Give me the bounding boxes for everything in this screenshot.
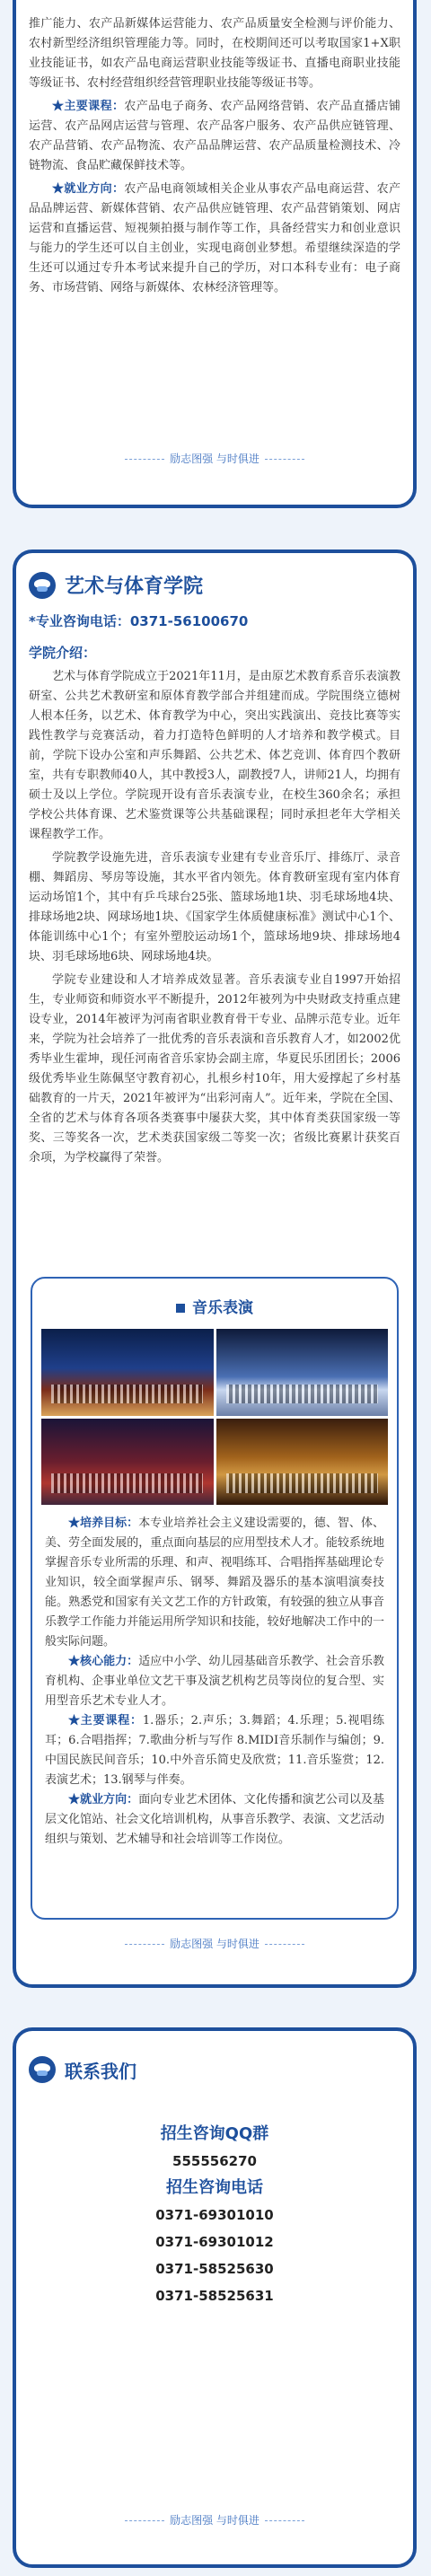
career-label: ★就业方向： bbox=[52, 182, 125, 196]
college-hotline: *专业咨询电话：0371-56100670 bbox=[29, 613, 249, 629]
music-photo-concert-hall bbox=[216, 1419, 389, 1506]
qq-heading: 招生咨询QQ群 bbox=[160, 2124, 269, 2143]
music-courses bbox=[45, 1711, 384, 1790]
goal-label: ★培养目标： bbox=[68, 1517, 139, 1530]
ability-text: 适应中小学、幼儿园基础音乐教学、社会音乐教育机构、企事业单位文艺干事及演艺机构艺员等岗位的复合型、实用型音乐艺术专业人才。 bbox=[45, 1655, 384, 1708]
college-card-art-sports bbox=[13, 549, 417, 1988]
qq-value: 555556270 bbox=[172, 2153, 257, 2169]
music-courses-label: ★主要课程： bbox=[68, 1714, 143, 1728]
phone-2[interactable]: 0371-69301012 bbox=[155, 2234, 274, 2250]
major-career bbox=[29, 180, 400, 298]
contact-title: 联系我们 bbox=[65, 2060, 136, 2082]
phone-3[interactable]: 0371-58525630 bbox=[155, 2261, 274, 2277]
music-goal bbox=[45, 1514, 384, 1652]
college-header bbox=[29, 571, 400, 1168]
phone-1[interactable]: 0371-69301010 bbox=[155, 2207, 274, 2223]
college-intro-p1: 艺术与体育学院成立于2021年11月，是由原艺术教育系音乐表演教研室、公共艺术教研室和原体育教学部合并组建而成。学院围绕立德树人根本任务，以艺术、体育教学为中心，突出实践演出、竞技比赛等实践性教学与竞赛活动，着力打造特色鲜明的人才培养和教学模式。目前，学院下设办公室和声乐舞蹈、公共艺术、体艺竞训、体育四个教研室，共有专职教师40人，其中教授3人，副教授7人，讲师21人，均拥有硕士及以上学位。学院现开设有音乐表演专业，在校生360余名；承担学校公共体育课、艺术鉴赏课等公共基础课程；同时承担老年大学相关课程教学工作。 bbox=[29, 670, 400, 841]
contact-header bbox=[29, 2056, 400, 2083]
college-logo-icon bbox=[29, 572, 56, 599]
major-courses bbox=[29, 97, 400, 176]
slogan-divider bbox=[16, 451, 413, 466]
music-photo-choir bbox=[41, 1329, 214, 1416]
goal-text: 本专业培养社会主义建设需要的，德、智、体、美、劳全面发展的，重点面向基层的应用型技术人才。能较系统地掌握音乐专业所需的乐理、和声、视唱练耳、合唱指挥基础理论专业知识，较全面掌握声乐、钢琴、舞蹈及器乐的基本演唱演奏技能。熟悉党和国家有关文艺工作的方针政策，有较强的独立从事音乐教学工作能力并能运用所学知识和技能，较好地解决工作中的一般实际问题。 bbox=[45, 1517, 384, 1648]
slogan-text-2: 励志图强 与时俱进 bbox=[170, 1938, 259, 1950]
music-ability bbox=[45, 1652, 384, 1711]
college-intro-p3: 学院专业建设和人才培养成效显著。音乐表演专业自1997开始招生，专业师资和师资水平不断提升，2012年被列为中央财政支持重点建设专业，2014年被评为河南省职业教育骨干专业、品牌示范专业。近年来，学院为社会培养了一批优秀的音乐表演和音乐教育人才，如2002优秀毕业生霍坤，现任河南省音乐家协会副主席，华夏民乐团团长；2006级优秀毕业生陈佩坚守教育初心，扎根乡村10年，用大爱撑起了乡村基础教育的一片天，2021年被评为“出彩河南人”。近年来，学院在全国、全省的艺术与体育各项各类赛事中屡获大奖，其中体育类获国家级一等奖、三等奖各一次，艺术类获国家级二等奖一次；省级比赛累计获奖百余项，为学校赢得了荣誉。 bbox=[29, 973, 400, 1165]
music-career bbox=[45, 1790, 384, 1850]
major-body bbox=[29, 14, 400, 298]
phone-4[interactable]: 0371-58525631 bbox=[155, 2288, 274, 2304]
slogan-text: 励志图强 与时俱进 bbox=[170, 453, 259, 465]
music-photo-dance bbox=[216, 1329, 389, 1416]
major-card-music bbox=[31, 1277, 399, 1920]
contact-logo-icon bbox=[29, 2056, 56, 2083]
contact-body bbox=[16, 2121, 413, 2309]
music-courses-text: 1.器乐；2.声乐；3.舞蹈；4.乐理；5.视唱练耳；6.合唱指挥；7.歌曲分析与写作 8.MIDI音乐制作与编创；9.中国民族民间音乐；10.中外音乐简史及欣赏；11.音乐鉴赏；12.表演艺术；13.钢琴与伴奏。 bbox=[45, 1714, 384, 1787]
music-photo-grid bbox=[41, 1329, 388, 1505]
courses-text: 农产品电子商务、农产品网络营销、农产品直播店铺运营、农产品网店运营与管理、农产品客户服务、农产品供应链管理、农产品营销、农产品物流、农产品品牌运营、农产品质量检测技术、冷链物流、食品贮藏保鲜技术等。 bbox=[29, 100, 400, 172]
career-text: 农产品电商领域相关企业从事农产品电商运营、农产品品牌运营、新媒体营销、农产品供应链管理、农产品营销策划、网店运营和直播运营、短视频拍摄与制作等工作，具备经营实力和创业意识与能力的学生还可以自主创业，实现电商创业梦想。希望继续深造的学生还可以通过专升本考试来提升自己的学历，对口本科专业有：电子商务、市场营销、网络与新媒体、农林经济管理等。 bbox=[29, 182, 400, 295]
square-bullet-icon bbox=[176, 1304, 185, 1313]
major-card-ecommerce bbox=[13, 0, 417, 508]
music-title-row bbox=[32, 1295, 397, 1317]
slogan-divider-3 bbox=[16, 2512, 413, 2528]
music-title: 音乐表演 bbox=[192, 1299, 253, 1317]
music-career-text: 面向专业艺术团体、文化传播和演艺公司以及基层文化馆站、社会文化培训机构，从事音乐教学、表演、文艺活动组织与策划、艺术辅导和社会培训等工作岗位。 bbox=[45, 1793, 384, 1846]
courses-label: ★主要课程： bbox=[52, 100, 125, 113]
contact-card bbox=[13, 2027, 417, 2568]
major-ability-text: 推广能力、农产品新媒体运营能力、农产品质量安全检测与评价能力、农村新型经济组织管理能力等。同时，在校期间还可以考取国家1+X职业技能证书，如农产品电商运营职业技能等级证书、直播电商职业技能等级证书、农村经营组织经营管理职业技能等级证书等。 bbox=[29, 17, 400, 90]
phone-heading: 招生咨询电话 bbox=[166, 2178, 263, 2197]
college-intro-heading: 学院介绍： bbox=[29, 645, 97, 661]
slogan-text-3: 励志图强 与时俱进 bbox=[170, 2514, 259, 2527]
slogan-divider-2 bbox=[16, 1936, 413, 1951]
music-photo-stage bbox=[41, 1419, 214, 1506]
music-career-label: ★就业方向： bbox=[68, 1793, 139, 1807]
college-intro-p2: 学院教学设施先进，音乐表演专业建有专业音乐厅、排练厅、录音棚、舞蹈房、琴房等设施，其水平省内领先。体育教研室现有室内体育运动场馆1个，其中有乒乓球台25张、篮球场地1块、羽毛球场地4块、排球场地2块、网球场地1块、《国家学生体质健康标准》测试中心1个、体能训练中心1个；有室外塑胶运动场1个，篮球场地9块、排球场地4块、羽毛球场地6块、网球场地4块。 bbox=[29, 851, 400, 963]
ability-label: ★核心能力： bbox=[68, 1655, 139, 1668]
college-title: 艺术与体育学院 bbox=[65, 576, 204, 598]
music-body bbox=[45, 1514, 384, 1850]
